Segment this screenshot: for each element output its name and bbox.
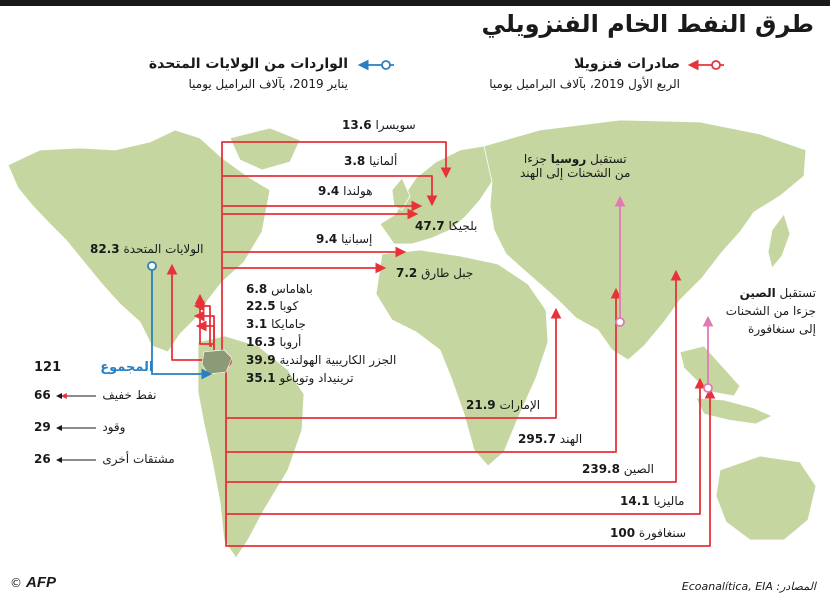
label-spain: إسبانيا 9.4 [316, 232, 373, 246]
copyright: © [10, 576, 22, 590]
label-cuba: كوبا 22.5 [246, 299, 299, 313]
imports-item-fuel: وقود 29 [34, 420, 126, 434]
imports-total: المجموع 121 [34, 360, 154, 375]
label-aruba: أروبا 16.3 [246, 335, 302, 349]
land-japan [768, 214, 790, 268]
label-singapore: سنغافورة 100 [610, 526, 687, 540]
land-north-america [8, 130, 270, 352]
legend-exports-subtitle: الربع الأول 2019، بآلاف البراميل يوميا [489, 77, 680, 91]
label-uae: الإمارات 21.9 [466, 398, 541, 412]
page-title: طرق النفط الخام الفنزويلي [481, 10, 814, 38]
legend-imports-icon [360, 61, 394, 69]
note-russia: تستقبل روسيا جزءا من الشحنات إلى الهند [520, 152, 631, 180]
label-dutch-caribbean: الجزر الكاريبية الهولندية 39.9 [246, 353, 397, 367]
label-malaysia: ماليزيا 14.1 [620, 494, 685, 508]
land-indonesia [696, 398, 772, 424]
sources: المصادر: Ecoanalítica, EIA [681, 580, 816, 593]
label-gibraltar: جبل طارق 7.2 [396, 266, 474, 280]
imports-item-light-oil: نفط خفيف 66 [34, 388, 157, 402]
label-usa: الولايات المتحدة 82.3 [90, 242, 204, 256]
label-jamaica: جامايكا 3.1 [246, 317, 306, 331]
legend-exports-title: صادرات فنزويلا [574, 56, 680, 72]
label-china: الصين 239.8 [582, 462, 654, 476]
afp-logo: AFP [26, 574, 56, 591]
label-germany: ألمانيا 3.8 [344, 154, 398, 168]
usa-origin [148, 262, 156, 270]
label-netherlands: هولندا 9.4 [318, 184, 373, 198]
legend-imports-subtitle: يناير 2019، بآلاف البراميل يوميا [188, 77, 348, 91]
label-switzerland: سويسرا 13.6 [342, 118, 416, 132]
land-greenland [230, 128, 300, 170]
imports-item-other: مشتقات أخرى 26 [34, 452, 175, 466]
land-australia [716, 456, 816, 540]
label-belgium: بلجيكا 47.7 [415, 219, 478, 233]
label-bahamas: باهاماس 6.8 [246, 282, 313, 296]
legend-exports-icon [690, 61, 724, 69]
singapore-node [704, 384, 712, 392]
label-india: الهند 295.7 [518, 432, 583, 446]
india-node [616, 318, 624, 326]
note-china: تستقبل الصين جزءا من الشحنات إلى سنغافورة [725, 286, 816, 336]
legend-imports-title: الواردات من الولايات المتحدة [148, 56, 348, 72]
label-trinidad: ترينيداد وتوباغو 35.1 [246, 371, 354, 385]
